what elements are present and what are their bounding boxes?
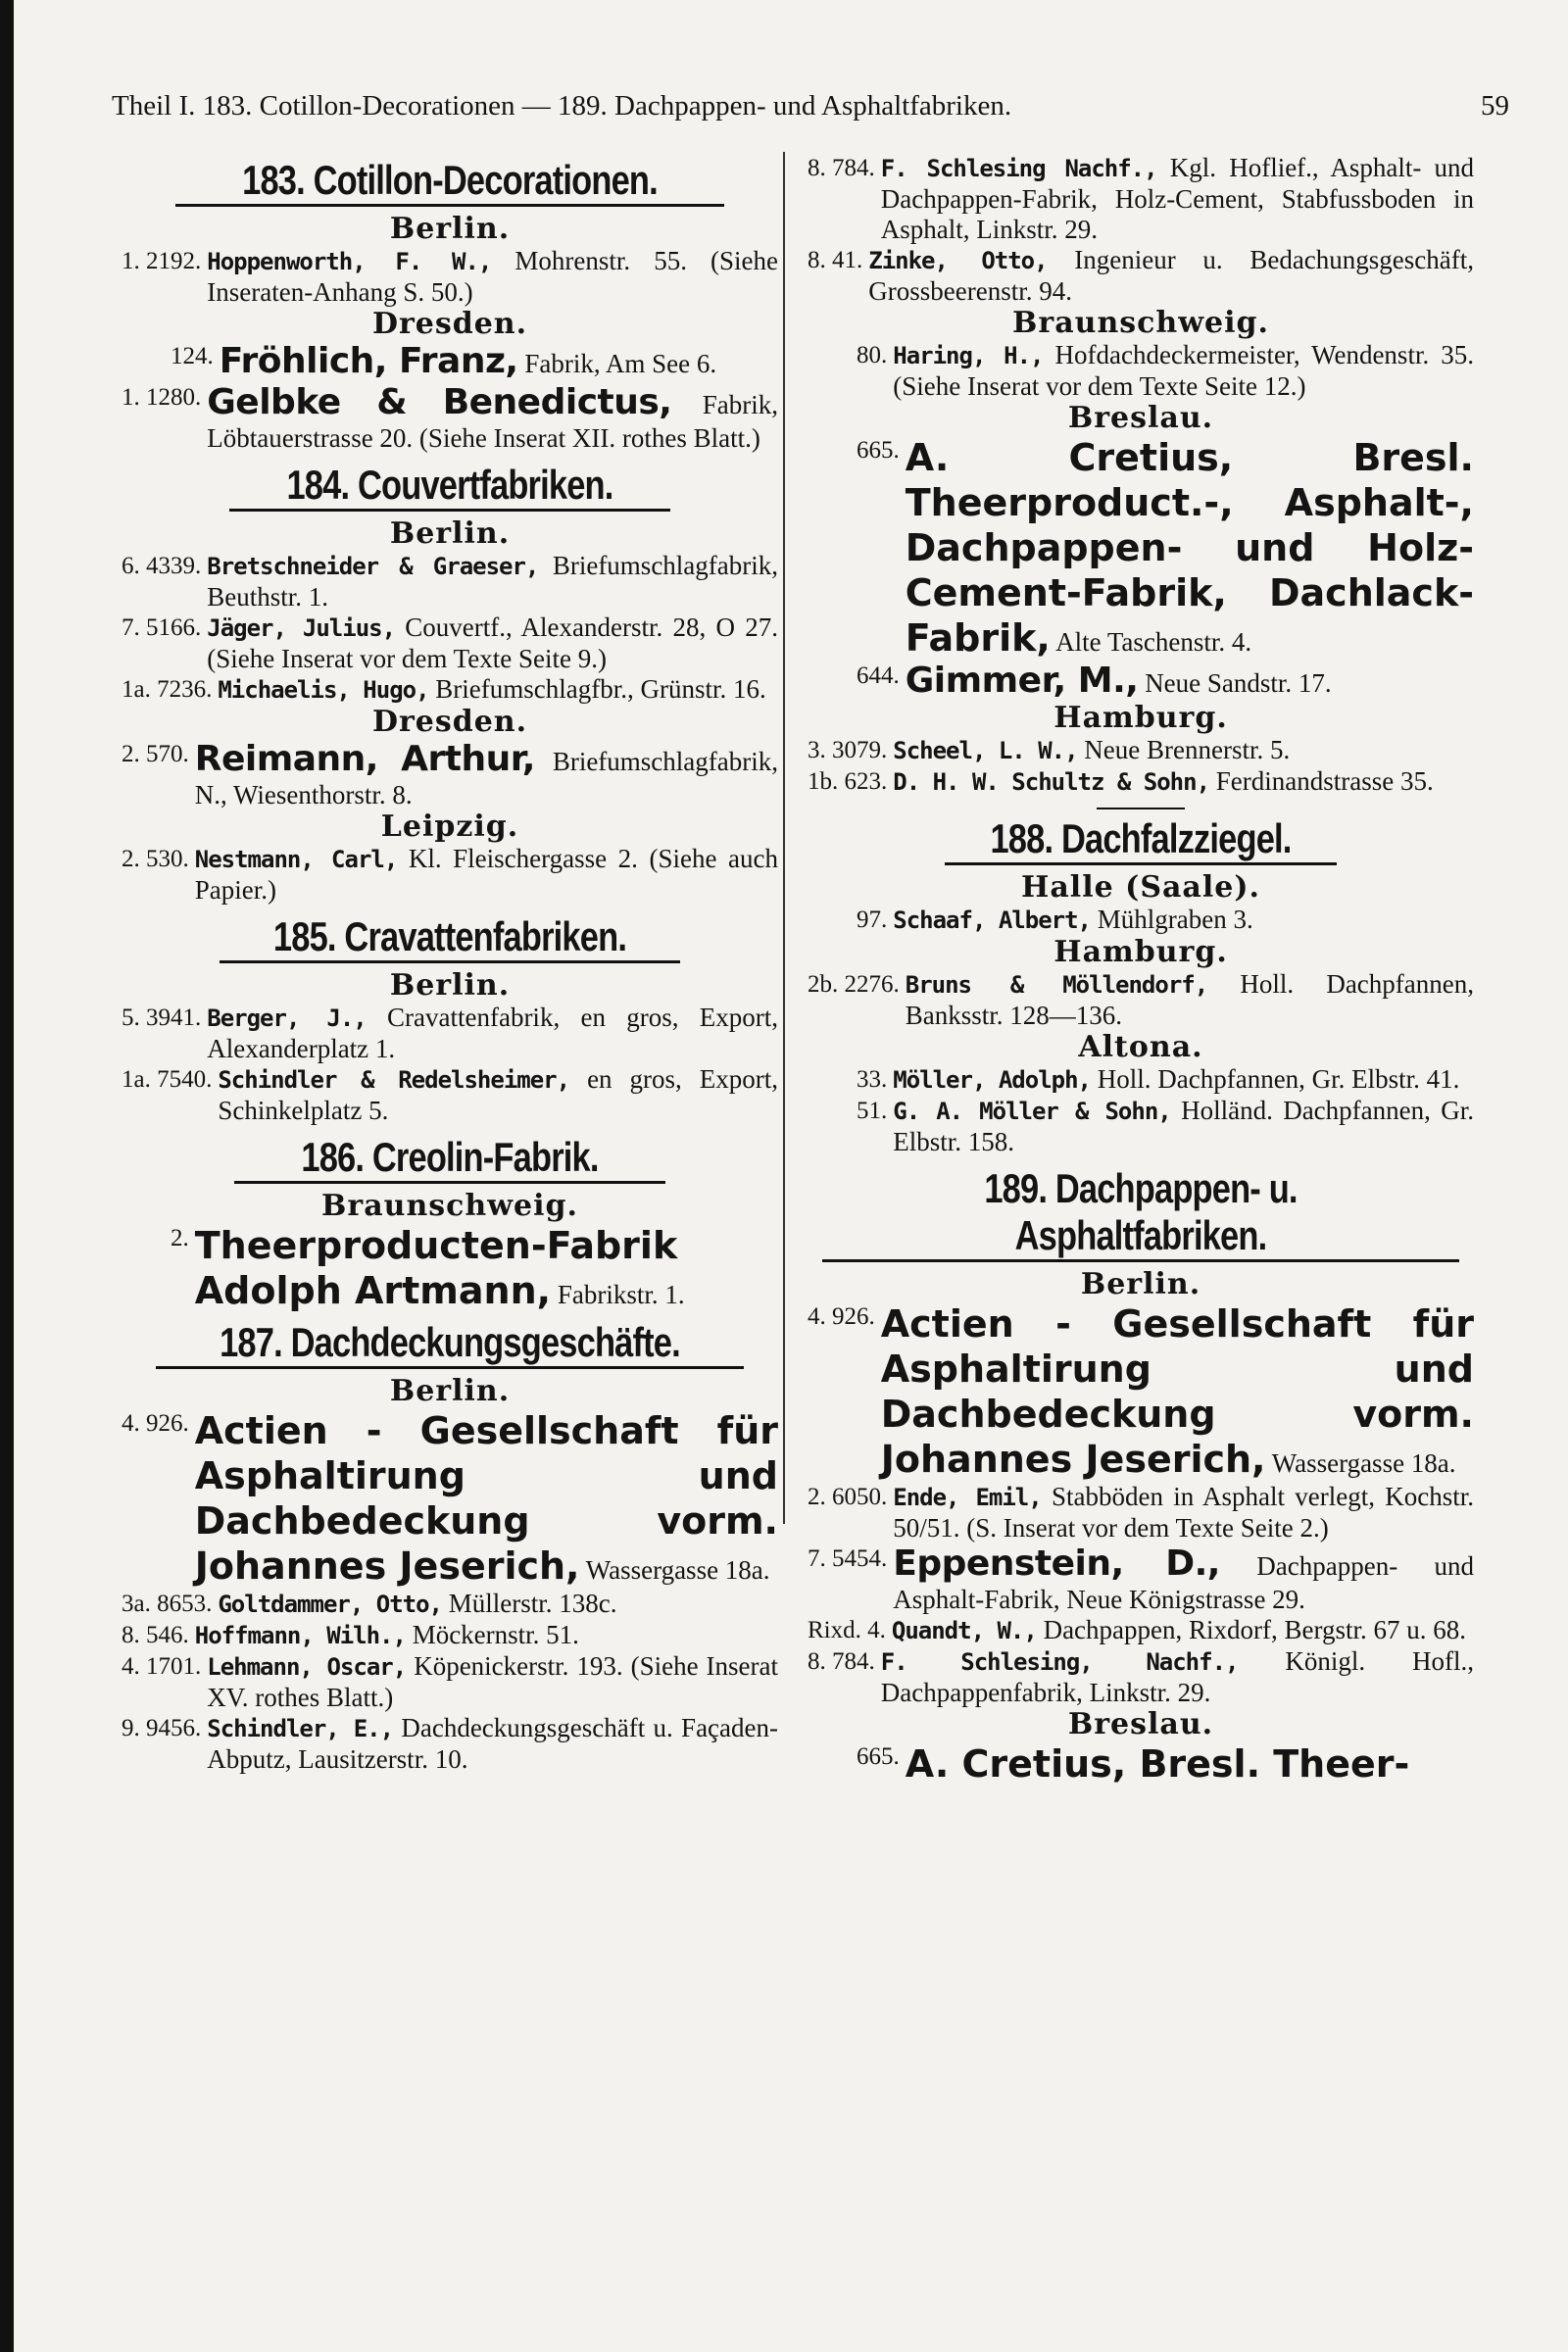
binding-mark — [0, 2107, 10, 2132]
list-entry — [808, 153, 1474, 245]
entry-name: Gimmer, M., — [905, 661, 1139, 701]
entry-number: 8. 41. — [808, 247, 863, 273]
entry-text: Briefumschlagfabrik, Beuthstr. 1. — [207, 551, 779, 612]
entry-number: 7. 5454. — [808, 1545, 888, 1572]
section-heading: 183. Cotillon-Decorationen. — [242, 157, 658, 203]
entry-number: 7. 5166. — [122, 614, 202, 641]
entry-text: Fabrikstr. 1. — [557, 1280, 685, 1309]
entry-name: Bretschneider & Graeser, — [207, 553, 539, 580]
list-entry — [122, 674, 778, 706]
entry-text: Mohrenstr. 55. (Siehe Inseraten-Anhang S. 50.) — [207, 246, 778, 307]
book-page — [14, 0, 1568, 2352]
entry-text: Dachpappen, Rixdorf, Bergstr. 67 u. 68. — [1043, 1615, 1467, 1644]
entry-text: Neue Brennerstr. 5. — [1084, 735, 1291, 764]
section-rule — [156, 1366, 744, 1369]
city-heading: Berlin. — [389, 1374, 511, 1408]
entry-text: Fabrik, Löbtauerstrasse 20. (Siehe Inserat XII. rothes Blatt.) — [207, 390, 779, 453]
right-column — [808, 153, 1474, 2293]
city-heading: Braunschweig. — [321, 1189, 578, 1223]
entry-name: Theerproducten-Fabrik Adolph Artmann, — [194, 1224, 678, 1312]
entry-text: Holländ. Dachpfannen, Gr. Elbstr. 158. — [893, 1096, 1474, 1156]
entry-name: Hoffmann, Wilh., — [194, 1622, 406, 1649]
city-heading: Berlin. — [389, 516, 511, 551]
entry-text: Hofdachdeckermeister, Wendenstr. 35. (Siehe Inserat vor dem Texte Seite 12.) — [893, 340, 1474, 401]
entry-text: Holl. Dachpfannen, Gr. Elbstr. 41. — [1097, 1064, 1460, 1094]
list-entry — [808, 1096, 1474, 1157]
city-heading: Berlin. — [389, 212, 511, 246]
entry-number: 1. 1280. — [122, 384, 202, 411]
entry-number: 1. 2192. — [122, 248, 202, 274]
city-heading: Braunschweig. — [1012, 306, 1269, 340]
entry-text: Ingenieur u. Bedachungsgeschäft, Grossbeerenstr. 94. — [868, 245, 1475, 306]
entry-name: G. A. Möller & Sohn, — [893, 1098, 1171, 1125]
entry-name: Nestmann, Carl, — [194, 846, 398, 873]
list-entry — [808, 1544, 1474, 1615]
list-entry — [122, 612, 778, 674]
entry-number: 2. — [171, 1225, 189, 1251]
entry-name: Quandt, W., — [891, 1617, 1037, 1644]
entry-number: 2. 530. — [122, 846, 189, 872]
entry-name: Reimann, Arthur, — [194, 739, 535, 779]
entry-name: Schindler, E., — [207, 1715, 394, 1742]
entry-number: 97. — [857, 906, 888, 933]
entry-text: Couvertf., Alexanderstr. 28, O 27. (Siehe Inserat vor dem Texte Seite 9.) — [207, 612, 778, 673]
city-heading: Halle (Saale). — [1021, 870, 1260, 905]
entry-number: 4. 1701. — [122, 1653, 202, 1680]
list-entry — [808, 1301, 1474, 1482]
entry-name: Bruns & Möllendorf, — [905, 971, 1208, 999]
header-text: Theil I. 183. Cotillon-Decorationen — 189. Dachpappen- und Asphaltfabriken. — [112, 90, 1012, 122]
entry-text: Ferdinandstrasse 35. — [1215, 766, 1434, 796]
entry-text: Neue Sandstr. 17. — [1145, 668, 1332, 698]
entry-number: 1b. 623. — [808, 768, 888, 795]
list-entry — [122, 1408, 778, 1589]
list-entry — [808, 1064, 1474, 1096]
list-entry — [122, 382, 778, 454]
list-entry — [122, 844, 778, 906]
list-entry — [808, 766, 1474, 798]
entry-number: 665. — [857, 1743, 900, 1770]
entry-name: Ende, Emil, — [893, 1484, 1042, 1511]
entry-number: 8. 546. — [122, 1622, 189, 1648]
column-divider — [783, 152, 785, 1524]
entry-number: 8. 784. — [808, 1648, 875, 1675]
section-rule — [175, 204, 724, 207]
entry-name: Schindler & Redelsheimer, — [218, 1066, 570, 1094]
section-heading: 187. Dachdeckungsgeschäfte. — [220, 1319, 680, 1365]
list-entry — [808, 340, 1474, 402]
entry-text: Dachpappen- und Asphalt-Fabrik, Neue Königstrasse 29. — [893, 1551, 1474, 1614]
entry-text: Köpenickerstr. 193. (Siehe Inserat XV. rothes Blatt.) — [207, 1651, 779, 1712]
entry-text: Kl. Fleischergasse 2. (Siehe auch Papier.) — [194, 844, 778, 905]
entry-name: Michaelis, Hugo, — [218, 676, 429, 704]
city-heading: Leipzig. — [380, 809, 519, 844]
binding-mark — [0, 1646, 10, 1672]
list-entry — [122, 739, 778, 810]
scan-edge — [0, 0, 14, 2352]
list-entry — [808, 661, 1474, 702]
section-rule — [234, 1181, 665, 1184]
list-entry — [122, 1651, 778, 1713]
list-entry — [122, 1223, 778, 1313]
entry-text: Holl. Dachpfannen, Banksstr. 128—136. — [905, 969, 1474, 1030]
list-entry — [122, 1620, 778, 1651]
list-entry — [808, 1482, 1474, 1544]
list-entry — [808, 1615, 1474, 1646]
entry-name: Eppenstein, D., — [893, 1544, 1220, 1584]
entry-number: 1a. 7236. — [122, 676, 213, 703]
entry-name: A. Cretius, Bresl. Theerproduct.-, Asphalt-, Dachpappen- und Holz-Cement-Fabrik, Dachlack-Fabrik, — [905, 436, 1474, 660]
entry-number: 4. 926. — [122, 1410, 189, 1437]
list-entry — [122, 1589, 778, 1620]
list-entry — [808, 245, 1474, 307]
entry-text: Kgl. Hoflief., Asphalt- und Dachpappen-Fabrik, Holz-Cement, Stabfussboden in Asphalt, Linkstr. 29. — [880, 153, 1475, 244]
list-entry — [122, 1713, 778, 1775]
list-entry — [122, 1064, 778, 1126]
entry-number: 51. — [857, 1098, 888, 1124]
entry-text: Königl. Hofl., Dachpappenfabrik, Linkstr. 29. — [880, 1646, 1474, 1707]
entry-number: 80. — [857, 342, 888, 368]
section-heading: 184. Couvertfabriken. — [286, 462, 613, 508]
entry-name: Zinke, Otto, — [868, 247, 1048, 274]
entry-number: 4. 926. — [808, 1303, 875, 1330]
entry-name: F. Schlesing Nachf., — [880, 155, 1157, 182]
entry-text: Wassergasse 18a. — [1271, 1448, 1456, 1478]
entry-name: Actien - Gesellschaft für Asphaltirung und Dachbedeckung vorm. Johannes Jeserich, — [194, 1409, 778, 1588]
city-heading: Dresden. — [371, 307, 528, 341]
section-rule — [822, 1259, 1459, 1262]
city-heading: Hamburg. — [1054, 701, 1228, 735]
entry-number: 5. 3941. — [122, 1004, 202, 1031]
entry-name: Scheel, L. W., — [893, 737, 1078, 764]
running-header — [112, 90, 1509, 129]
list-entry — [808, 969, 1474, 1031]
city-heading: Hamburg. — [1054, 935, 1228, 969]
entry-text: Wassergasse 18a. — [585, 1555, 770, 1585]
list-entry — [808, 435, 1474, 661]
entry-number: 8. 784. — [808, 155, 875, 181]
entry-name: F. Schlesing, Nachf., — [880, 1648, 1239, 1676]
entry-name: Hoppenworth, F. W., — [207, 248, 492, 275]
list-entry — [808, 735, 1474, 766]
entry-number: 2. 570. — [122, 741, 189, 767]
city-heading: Dresden. — [371, 705, 528, 739]
entry-number: 6. 4339. — [122, 553, 202, 579]
binding-mark — [0, 1132, 10, 1157]
list-entry — [122, 1003, 778, 1064]
entry-name: Actien - Gesellschaft für Asphaltirung und Dachbedeckung vorm. Johannes Jeserich, — [880, 1302, 1474, 1481]
list-entry — [808, 1646, 1474, 1708]
left-column — [122, 153, 778, 2293]
city-heading: Berlin. — [1080, 1267, 1201, 1301]
section-heading: 186. Creolin-Fabrik. — [301, 1134, 599, 1180]
entry-name: A. Cretius, Bresl. Theer- — [905, 1742, 1410, 1786]
entry-text: Mühlgraben 3. — [1097, 905, 1253, 934]
entry-text: en gros, Export, Schinkelplatz 5. — [218, 1064, 779, 1125]
entry-number: 3a. 8653. — [122, 1591, 213, 1617]
entry-name: Fröhlich, Franz, — [219, 341, 518, 381]
short-rule — [1097, 808, 1185, 809]
city-heading: Berlin. — [389, 968, 511, 1003]
city-heading: Altona. — [1078, 1030, 1203, 1064]
list-entry — [122, 246, 778, 308]
entry-name: D. H. W. Schultz & Sohn, — [893, 768, 1210, 796]
entry-text: Briefumschlagfabrik, N., Wiesenthorstr. 8. — [194, 747, 778, 809]
entry-name: Jäger, Julius, — [207, 614, 396, 642]
entry-text: Alte Taschenstr. 4. — [1055, 627, 1252, 657]
entry-name: Haring, H., — [893, 342, 1044, 369]
entry-number: Rixd. 4. — [808, 1617, 886, 1643]
section-heading: 185. Cravattenfabriken. — [272, 913, 627, 959]
entry-number: 665. — [857, 437, 900, 464]
entry-text: Cravattenfabrik, en gros, Export, Alexanderplatz 1. — [207, 1003, 778, 1063]
entry-name: Berger, J., — [207, 1004, 367, 1032]
entry-name: Schaaf, Albert, — [893, 906, 1091, 934]
entry-text: Stabböden in Asphalt verlegt, Kochstr. 50/51. (S. Inserat vor dem Texte Seite 2.) — [893, 1482, 1474, 1543]
entry-text: Dachdeckungsgeschäft u. Façaden-Abputz, Lausitzerstr. 10. — [207, 1713, 778, 1774]
section-rule — [229, 509, 670, 512]
entry-name: Goltdammer, Otto, — [218, 1591, 442, 1618]
entry-name: Lehmann, Oscar, — [207, 1653, 407, 1681]
section-rule — [945, 862, 1337, 865]
section-heading: 189. Dachpappen- u. Asphaltfabriken. — [984, 1165, 1298, 1258]
entry-text: Möckernstr. 51. — [412, 1620, 579, 1649]
entry-text: Müllerstr. 138c. — [448, 1589, 617, 1618]
entry-number: 124. — [171, 343, 214, 369]
section-heading: 188. Dachfalzziegel. — [990, 815, 1292, 861]
list-entry — [122, 341, 778, 382]
section-rule — [220, 960, 680, 963]
entry-text: Briefumschlagfbr., Grünstr. 16. — [435, 674, 766, 704]
entry-number: 33. — [857, 1066, 888, 1093]
entry-name: Möller, Adolph, — [893, 1066, 1091, 1094]
entry-number: 1a. 7540. — [122, 1066, 213, 1093]
list-entry — [808, 1741, 1474, 1787]
entry-name: Gelbke & Benedictus, — [207, 382, 672, 422]
entry-number: 2. 6050. — [808, 1484, 888, 1510]
entry-number: 2b. 2276. — [808, 971, 900, 998]
entry-number: 9. 9456. — [122, 1715, 202, 1741]
list-entry — [122, 551, 778, 612]
city-heading: Breslau. — [1067, 1707, 1214, 1741]
entry-text: Fabrik, Am See 6. — [524, 349, 717, 378]
page-number: 59 — [1481, 90, 1509, 122]
city-heading: Breslau. — [1067, 401, 1214, 435]
list-entry — [808, 905, 1474, 936]
entry-number: 3. 3079. — [808, 737, 888, 763]
entry-number: 644. — [857, 662, 900, 689]
